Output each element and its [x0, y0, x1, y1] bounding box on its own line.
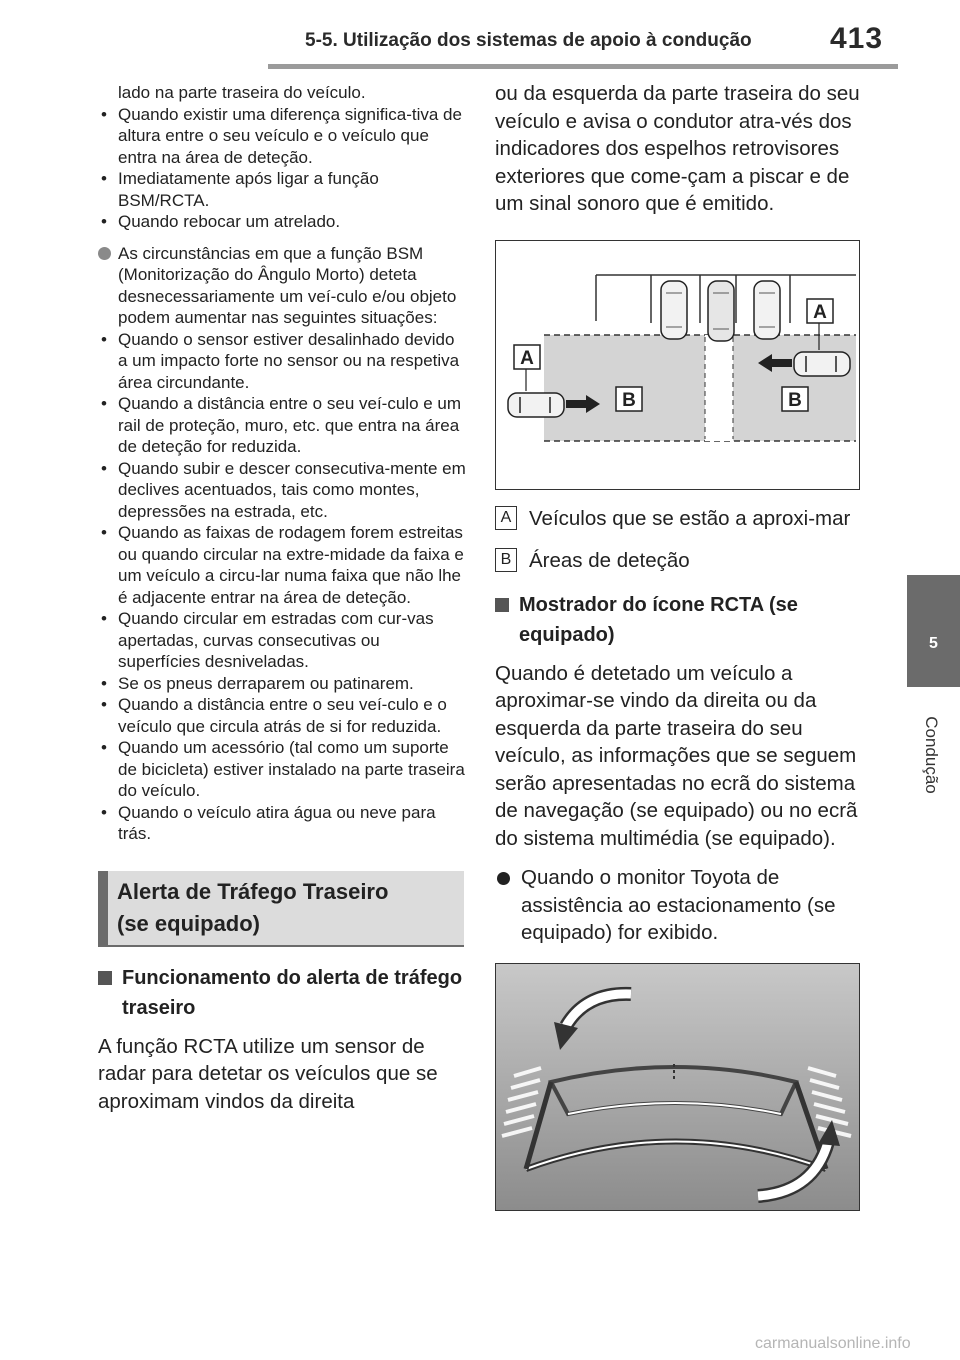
- dot-bullet-item: [495, 864, 865, 947]
- chapter-label: [906, 700, 956, 810]
- section-heading-box: [98, 871, 464, 947]
- square-bullet-icon: [98, 971, 112, 985]
- section-title-line2: (se equipado): [117, 910, 261, 936]
- label-b-right: [782, 387, 808, 411]
- circle-note-text: As circunstâncias em que a função BSM (Monitorização do Ângulo Morto) deteta desnecessariamente um veí-culo e/ou objeto podem aumentar nas seguintes situações:: [118, 243, 457, 327]
- bullet-item: • Quando as faixas de rodagem forem estreitas ou quando circular na extre-midade da faixa e um veículo a circu-lar numa faixa que não lhe é adjacente entrar na área de deteção.: [98, 522, 466, 608]
- chapter-label-text: Condução: [922, 716, 941, 794]
- left-column: [98, 82, 466, 1115]
- label-a-left: [514, 345, 540, 369]
- legend-key: A: [495, 506, 517, 530]
- chapter-number: 5: [929, 635, 938, 652]
- label-a-right: [807, 299, 833, 323]
- bullet-item: • Quando subir e descer consecutiva-mente em declives acentuados, tais como montes, depressões na estrada, etc.: [98, 458, 466, 523]
- detection-zone: [544, 335, 856, 441]
- legend-item-b: [495, 546, 865, 576]
- label-b-left: [616, 387, 642, 411]
- svg-text:A: A: [813, 301, 827, 323]
- legend-key: B: [495, 548, 517, 572]
- watermark: carmanualsonline.info: [755, 1335, 911, 1352]
- circle-bullet-icon: [98, 247, 111, 260]
- rear-camera-illustration: [496, 964, 859, 1210]
- running-header: 5-5. Utilização dos sistemas de apoio à condução: [305, 30, 752, 51]
- svg-text:B: B: [622, 389, 636, 411]
- legend-text: Veículos que se estão a aproxi-mar: [529, 506, 851, 530]
- bullet-item: • Quando a distância entre o seu veí-culo e o veículo que circula atrás de si for reduzida.: [98, 694, 466, 737]
- square-bullet-icon: [495, 598, 509, 612]
- monitor-display-figure: [495, 963, 860, 1211]
- bullet-item: • Quando circular em estradas com cur-vas apertadas, curvas consecutivas ou superfícies desniveladas.: [98, 608, 466, 673]
- own-vehicle-lane: [705, 335, 733, 441]
- subheading: [98, 963, 466, 1023]
- svg-text:A: A: [520, 347, 534, 369]
- bullet-item: • Se os pneus derraparem ou patinarem.: [98, 673, 466, 695]
- parking-diagram: [496, 241, 859, 489]
- bullet-item: • Quando rebocar um atrelado.: [98, 211, 466, 233]
- subheading-text: Mostrador do ícone RCTA (se equipado): [519, 593, 798, 646]
- legend-text: Áreas de deteção: [529, 548, 690, 572]
- svg-text:B: B: [788, 389, 802, 411]
- chapter-tab[interactable]: [907, 575, 960, 687]
- bullet-item: • Imediatamente após ligar a função BSM/RCTA.: [98, 168, 466, 211]
- body-paragraph: A função RCTA utilize um sensor de radar para detetar os veículos que se aproximam vindos da direita: [98, 1034, 438, 1113]
- circle-note: [98, 243, 466, 329]
- legend-item-a: [495, 504, 865, 534]
- approaching-car-left-icon: [508, 393, 564, 417]
- bullet-item: • Quando a distância entre o seu veí-culo e um rail de proteção, muro, etc. que entra na área de deteção for reduzida.: [98, 393, 466, 458]
- section-title-line1: Alerta de Tráfego Traseiro: [117, 878, 389, 904]
- bullet-item: • Quando o veículo atira água ou neve para trás.: [98, 802, 466, 845]
- header-rule: [268, 64, 898, 69]
- bullet-item: • Quando o sensor estiver desalinhado devido a um impacto forte no sensor ou na respetiva área circundante.: [98, 329, 466, 394]
- body-paragraph: Quando é detetado um veículo a aproximar-se vindo da direita ou da esquerda da parte traseira do seu veículo, as informações que se seguem serão apresentadas no ecrã do sistema de navegação (se equipado) ou no ecrã do sistema multimédia (se equipado).: [495, 661, 858, 850]
- dot-item-text: Quando o monitor Toyota de assistência ao estacionamento (se equipado) for exibido.: [521, 866, 836, 944]
- approaching-car-right-icon: [794, 352, 850, 376]
- bullet-item: • Quando um acessório (tal como um suporte de bicicleta) estiver instalado na parte traseira do veículo.: [98, 737, 466, 802]
- subheading-text: Funcionamento do alerta de tráfego traseiro: [122, 966, 463, 1019]
- parked-car-icon: [661, 281, 780, 341]
- continued-line: lado na parte traseira do veículo.: [118, 83, 366, 102]
- subheading: [495, 590, 865, 650]
- right-column: [495, 80, 865, 1211]
- bullet-item: • Quando existir uma diferença significa-tiva de altura entre o seu veículo e o veículo que entra na área de deteção.: [98, 104, 466, 169]
- rcta-detection-figure: [495, 240, 860, 490]
- page-number: 413: [830, 22, 884, 55]
- dot-bullet-icon: [497, 872, 510, 885]
- body-paragraph: ou da esquerda da parte traseira do seu veículo e avisa o condutor atra-vés dos indicadores dos espelhos retrovisores exteriores que come-çam a piscar e de um sinal sonoro que é emitido.: [495, 82, 860, 215]
